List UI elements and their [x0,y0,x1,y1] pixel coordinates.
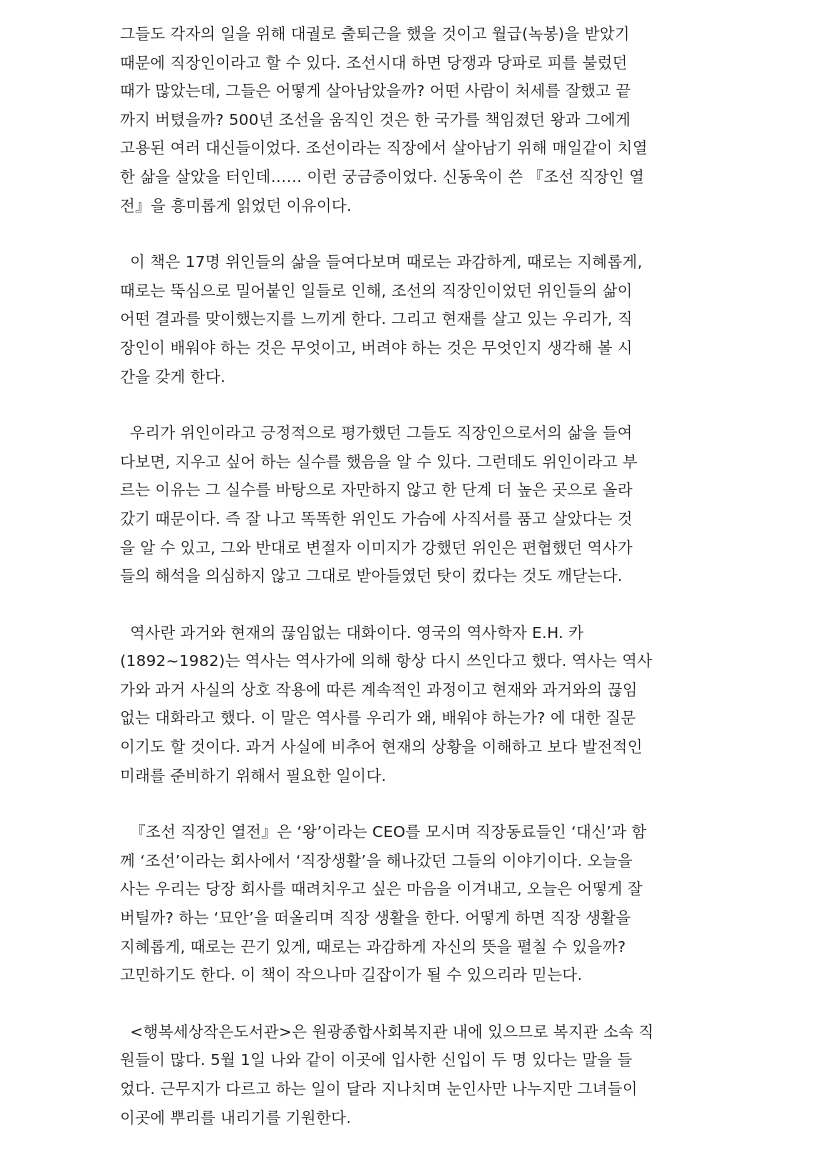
text-line: 이 책은 17명 위인들의 삶을 들여다보며 때로는 과감하게, 때로는 지혜롭게, [120,253,643,272]
text-line: 들의 해석을 의심하지 않고 그대로 받아들였던 탓이 컸다는 것도 깨닫는다. [120,567,623,586]
text-line: 『조선 직장인 열전』은 ‘왕’이라는 CEO를 모시며 직장동료들인 ‘대신’과 함 [120,823,647,842]
text-line: <행복세상작은도서관>은 원광종합사회복지관 내에 있으므로 복지관 소속 직 [120,1022,654,1041]
paragraph-2 [120,248,718,391]
paragraph-6 [120,1018,718,1132]
text-line: 다보면, 지우고 싶어 하는 실수를 했음을 알 수 있다. 그런데도 위인이라고 부 [120,452,638,471]
text-line: 간을 갖게 한다. [120,367,226,386]
text-line: 어떤 결과를 맞이했는지를 느끼게 한다. 그리고 현재를 살고 있는 우리가, 직 [120,310,633,329]
text-line: 가와 과거 사실의 상호 작용에 따른 계속적인 과정이고 현재와 과거와의 끊임 [120,680,638,699]
text-line: 전』을 흥미롭게 읽었던 이유이다. [120,196,352,215]
text-line: 미래를 준비하기 위해서 필요한 일이다. [120,766,387,785]
paragraph-5 [120,818,718,990]
text-line: 때로는 뚝심으로 밀어붙인 일들로 인해, 조선의 직장인이었던 위인들의 삶이 [120,281,633,300]
text-line: 고용된 여러 대신들이었다. 조선이라는 직장에서 살아남기 위해 매일같이 치열 [120,139,648,158]
text-line: 까지 버텼을까? 500년 조선을 움직인 것은 한 국가를 책임졌던 왕과 그에게 [120,110,631,129]
text-line: 고민하기도 한다. 이 책이 작으나마 길잡이가 될 수 있으리라 믿는다. [120,966,583,985]
text-line: 그들도 각자의 일을 위해 대궐로 출퇴근을 했을 것이고 월급(녹봉)을 받았기 [120,25,630,43]
paragraph-4 [120,619,718,791]
text-line: 장인이 배워야 하는 것은 무엇이고, 버려야 하는 것은 무엇인지 생각해 볼 시 [120,338,633,357]
text-line: 우리가 위인이라고 긍정적으로 평가했던 그들도 직장인으로서의 삶을 들여 [120,424,633,443]
text-line: 이곳에 뿌리를 내리기를 기원한다. [120,1108,352,1127]
text-line: 한 삶을 살았을 터인데…… 이런 궁금증이었다. 신동욱이 쓴 『조선 직장인 열 [120,167,645,186]
text-line: 없는 대화라고 했다. 이 말은 역사를 우리가 왜, 배워야 하는가? 에 대한 질문 [120,709,636,728]
text-line: 원들이 많다. 5월 1일 나와 같이 이곳에 입사한 신입이 두 명 있다는 말을 들 [120,1051,633,1070]
text-line: 었다. 근무지가 다르고 하는 일이 달라 지나치며 눈인사만 나누지만 그녀들이 [120,1080,638,1098]
text-line: 역사란 과거와 현재의 끊임없는 대화이다. 영국의 역사학자 E.H. 카 [120,623,584,642]
text-line: 르는 이유는 그 실수를 바탕으로 자만하지 않고 한 단계 더 높은 곳으로 올라 [120,481,633,500]
text-line: 을 알 수 있고, 그와 반대로 변절자 이미지가 강했던 위인은 편협했던 역사가 [120,538,633,557]
text-line: (1892~1982)는 역사는 역사가에 의해 항상 다시 쓰인다고 했다. 역사는 역사 [120,652,653,671]
text-line: 때가 많았는데, 그들은 어떻게 살아남았을까? 어떤 사람이 처세를 잘했고 끝 [120,82,631,101]
text-line: 사는 우리는 당장 회사를 때려치우고 싶은 마음을 이겨내고, 오늘은 어떻게 잘 [120,880,643,899]
text-line: 때문에 직장인이라고 할 수 있다. 조선시대 하면 당쟁과 당파로 피를 불렀던 [120,53,628,72]
text-line: 이기도 할 것이다. 과거 사실에 비추어 현재의 상황을 이해하고 보다 발전적인 [120,738,643,757]
text-line: 갔기 때문이다. 즉 잘 나고 똑똑한 위인도 가슴에 사직서를 품고 살았다는 것 [120,509,633,528]
text-line: 버틸까? 하는 ‘묘안’을 떠올리며 직장 생활을 한다. 어떻게 하면 직장 생활을 [120,909,631,928]
text-line: 지혜롭게, 때로는 끈기 있게, 때로는 과감하게 자신의 뜻을 펼칠 수 있을까? [120,937,626,956]
text-line: 께 ‘조선’이라는 회사에서 ‘직장생활’을 해나갔던 그들의 이야기이다. 오늘을 [120,851,633,870]
document-body [120,20,718,1160]
paragraph-3 [120,419,718,591]
paragraph-1 [120,20,718,220]
